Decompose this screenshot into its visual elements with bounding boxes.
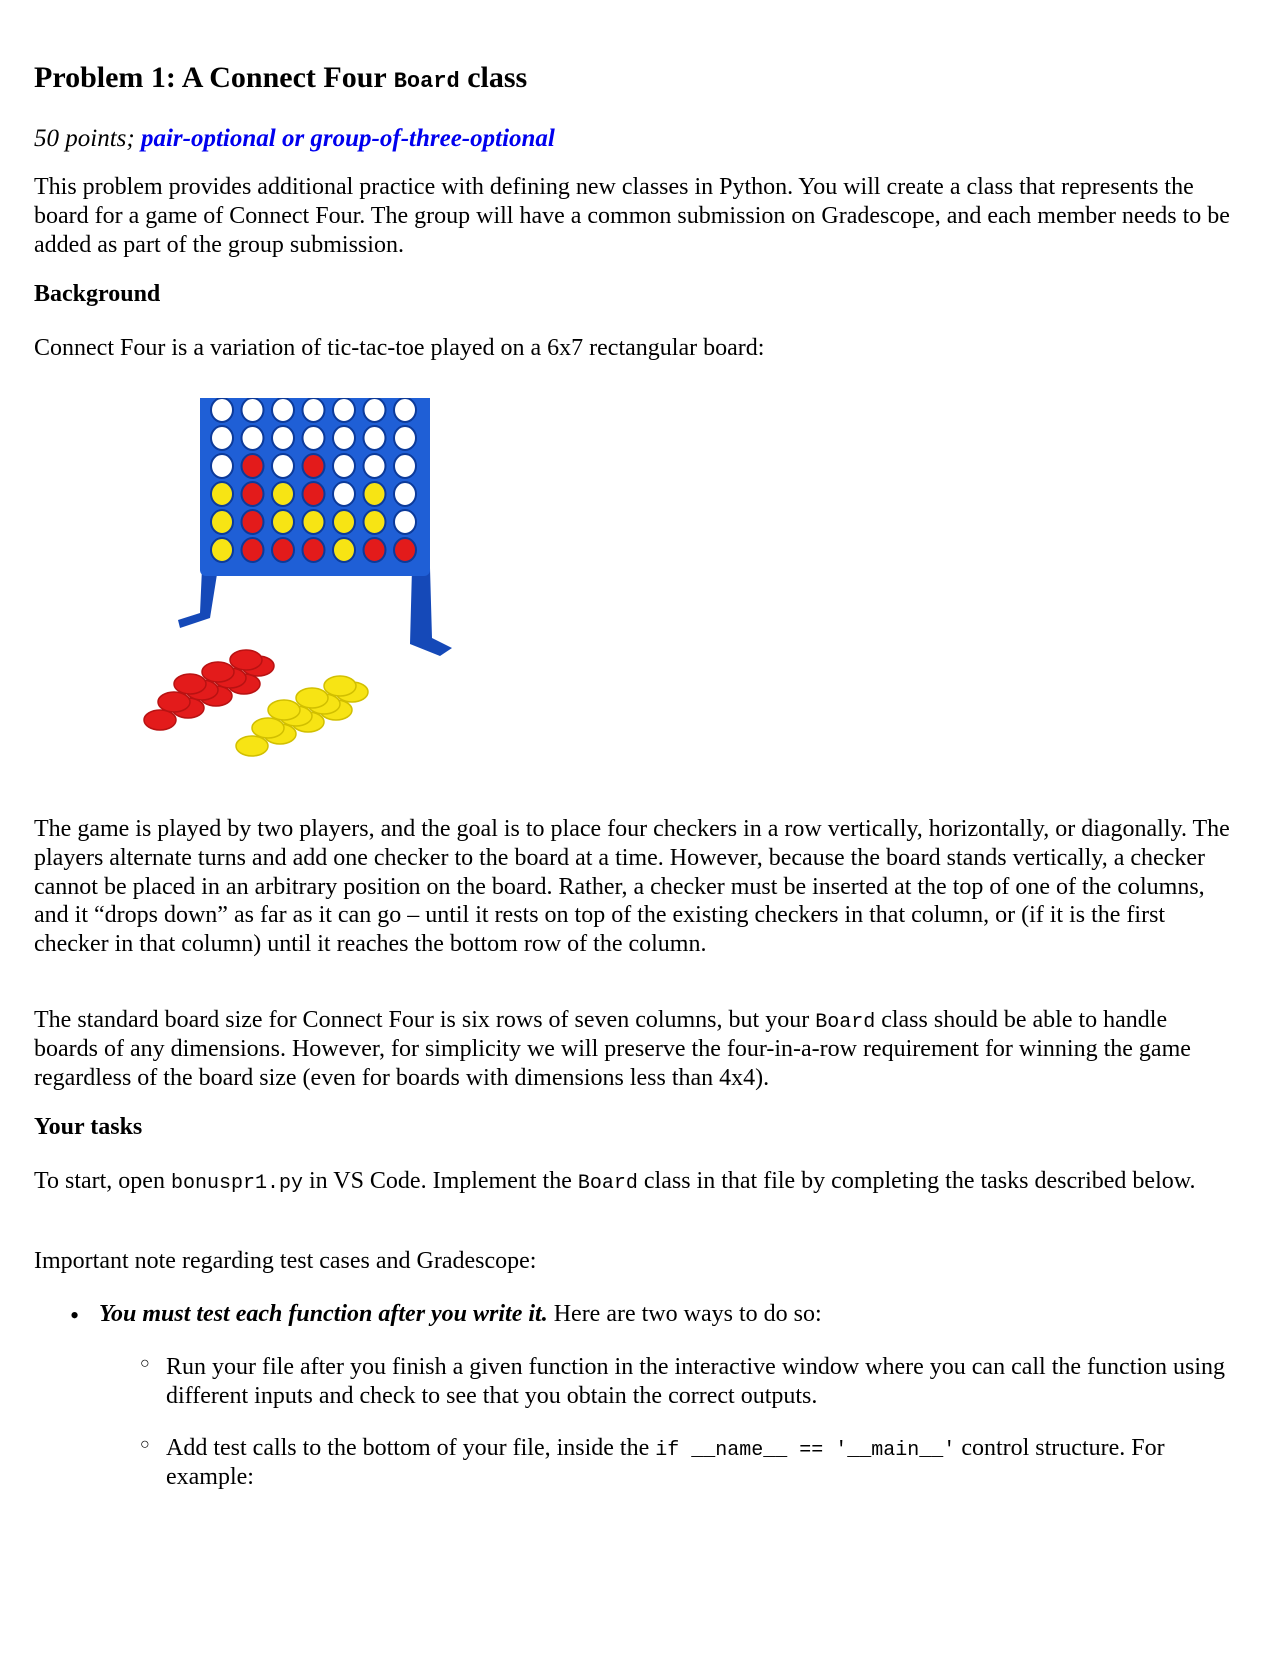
gameplay-paragraph: The game is played by two players, and the goal is to place four checkers in a row vertically, horizontally, or diagonally. The players alternate turns and add one checker to the board at a time. However, because the board stands vertically, a checker cannot be placed in an arbitrary position on the board. Rather, a checker must be inserted at the top of one of the columns, and it “drops down” as far as it can go – until it rests on top of the existing checkers in that column, or (if it is the first checker in that column) until it reaches the bottom row of the column.: [34, 816, 1230, 958]
red-checker: [158, 692, 190, 712]
board-slot: [272, 454, 294, 478]
board-slot: [394, 426, 416, 450]
board-slot: [364, 426, 386, 450]
board-slot: [303, 538, 325, 562]
board-slot: [211, 398, 233, 422]
board-slot: [333, 398, 355, 422]
board-slot: [364, 538, 386, 562]
yellow-checker: [236, 736, 268, 756]
tasks-paragraph: To start, open bonuspr1.py in VS Code. Implement the Board class in that file by completing the tasks described below.: [34, 1168, 1196, 1195]
points-line: 50 points; pair-optional or group-of-three-optional: [34, 125, 555, 152]
board-slot: [364, 482, 386, 506]
intro-paragraph: This problem provides additional practice with defining new classes in Python. You will create a class that represents the board for a game of Connect Four. The group will have a common submission on Gradescope, and each member needs to be added as part of the group submission.: [34, 174, 1230, 258]
board-slot: [211, 426, 233, 450]
filename-code: bonuspr1.py: [170, 1172, 303, 1195]
red-checker: [144, 710, 176, 730]
list-item: ○ Run your file after you finish a given function in the interactive window where you can call the function using different inputs and check to see that you obtain the correct outputs.: [140, 1353, 1240, 1411]
board-slot: [211, 482, 233, 506]
board-slot: [333, 510, 355, 534]
board-size-paragraph: The standard board size for Connect Four is six rows of seven columns, but your Board class should be able to handle boards of any dimensions. However, for simplicity we will preserve the four-in-a-row requirement for winning the game regardless of the board size (even for boards with dimensions less than 4x4).: [34, 1007, 1191, 1091]
board-slot: [333, 426, 355, 450]
red-checker: [230, 650, 262, 670]
board-slot: [364, 454, 386, 478]
board-left-leg: [178, 568, 218, 628]
board-slot: [242, 538, 264, 562]
board-slot: [211, 538, 233, 562]
board-slot: [272, 398, 294, 422]
list-item: • You must test each function after you write it. Here are two ways to do so:: [64, 1300, 1234, 1329]
board-slot: [394, 510, 416, 534]
board-slot: [211, 454, 233, 478]
board-slot: [394, 454, 416, 478]
note-paragraph: Important note regarding test cases and Gradescope:: [34, 1248, 537, 1274]
board-slot: [272, 426, 294, 450]
background-heading: Background: [34, 281, 161, 307]
board-slot: [394, 398, 416, 422]
yellow-checker: [324, 676, 356, 696]
board-right-leg: [410, 568, 452, 656]
board-slot: [303, 482, 325, 506]
board-slot: [272, 482, 294, 506]
yellow-checker: [252, 718, 284, 738]
list-item: ○ Add test calls to the bottom of your file, inside the if __name__ == '__main__' control structure. For example:: [140, 1434, 1240, 1492]
board-slot: [333, 454, 355, 478]
page-title: Problem 1: A Connect Four Board class: [34, 61, 528, 94]
main-guard-code: if __name__ == '__main__': [655, 1439, 956, 1462]
testing-sublist-1: [140, 1353, 1240, 1411]
board-slot: [394, 482, 416, 506]
yellow-checker: [296, 688, 328, 708]
board-slot: [242, 510, 264, 534]
board-slot: [364, 510, 386, 534]
testing-list: [64, 1300, 1234, 1329]
yellow-checker: [268, 700, 300, 720]
tasks-heading: Your tasks: [34, 1114, 143, 1140]
board-slot: [303, 454, 325, 478]
red-checker: [174, 674, 206, 694]
board-slot: [333, 538, 355, 562]
board-slot: [272, 510, 294, 534]
board-slot: [364, 398, 386, 422]
board-slot: [303, 510, 325, 534]
board-slot: [211, 510, 233, 534]
board-slot: [272, 538, 294, 562]
background-paragraph: Connect Four is a variation of tic-tac-toe played on a 6x7 rectangular board:: [34, 335, 765, 361]
board-slot: [242, 454, 264, 478]
board-slot: [242, 398, 264, 422]
board-slot: [242, 426, 264, 450]
board-slot: [303, 398, 325, 422]
testing-sublist-2: [140, 1434, 1240, 1492]
red-checker: [202, 662, 234, 682]
board-slot: [394, 538, 416, 562]
connect-four-image: [140, 398, 480, 828]
board-slot: [242, 482, 264, 506]
collaboration-link[interactable]: pair-optional or group-of-three-optional: [140, 125, 555, 152]
board-slot: [333, 482, 355, 506]
board-slot: [303, 426, 325, 450]
